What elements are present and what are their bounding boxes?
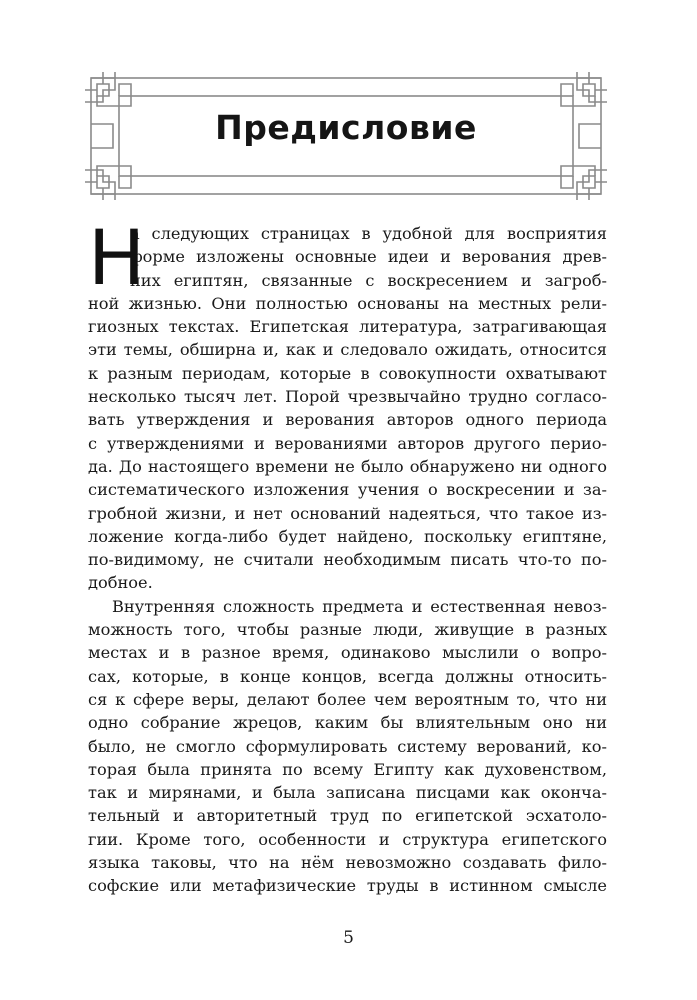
text-line: эти темы, обширна и, как и следовало ожидать, относится <box>88 340 607 360</box>
text-line: сах, которые, в конце концов, всегда должны относить- <box>88 666 607 686</box>
body-text <box>88 213 607 898</box>
text-line: а следующих страницах в удобной для восприятия <box>130 224 607 243</box>
text-line: софские или метафизические труды в истинном смысле <box>88 876 607 896</box>
chapter-title: Предисловие <box>215 108 477 147</box>
text-line: ложение когда-либо будет найдено, поскольку египтяне, <box>88 526 607 546</box>
text-line: форме изложены основные идеи и верования древ- <box>130 247 607 267</box>
text-line: с утверждениями и верованиями авторов другого перио- <box>88 433 607 453</box>
text-line: гии. Кроме того, особенности и структура египетского <box>88 829 607 849</box>
text-line: Внутренняя сложность предмета и естественная невоз- <box>112 596 607 616</box>
text-line: по-видимому, не считали необходимым писать что-то по- <box>88 550 607 570</box>
chapter-header-frame <box>85 72 607 200</box>
text-line: языка таковы, что на нём невозможно создавать фило- <box>88 853 607 873</box>
page-number: 5 <box>343 928 354 948</box>
text-line: несколько тысяч лет. Порой чрезвычайно трудно согласо- <box>88 387 607 407</box>
text-line: ся к сфере веры, делают более чем вероятным то, что ни <box>88 689 607 709</box>
text-line: систематического изложения учения о воскресении и за- <box>88 480 607 500</box>
text-line: вать утверждения и верования авторов одного периода <box>88 410 607 430</box>
text-line: так и мирянами, и была записана писцами как оконча- <box>88 783 607 803</box>
text-line: можность того, чтобы разные люди, живущие в разных <box>88 620 607 640</box>
text-line: местах и в разное время, одинаково мыслили о вопро- <box>88 643 607 663</box>
text-line: одно собрание жрецов, каким бы влиятельным оно ни <box>88 713 607 733</box>
text-line: них египтян, связанные с воскресением и загроб- <box>130 270 607 290</box>
text-line: добное. <box>88 573 153 593</box>
text-line: гробной жизни, и нет оснований надеяться, что такое из- <box>88 503 607 523</box>
text-line: ной жизнью. Они полностью основаны на местных рели- <box>88 293 607 313</box>
text-line: к разным периодам, которые в совокупности охватывают <box>88 363 607 383</box>
text-line: да. До настоящего времени не было обнаружено ни одного <box>88 456 607 476</box>
text-line: торая была принята по всему Египту как духовенством, <box>88 759 607 779</box>
text-line: было, не смогло сформулировать систему верований, ко- <box>88 736 607 756</box>
text-line: гиозных текстах. Египетская литература, затрагивающая <box>88 317 607 337</box>
drop-cap: Н <box>88 213 146 302</box>
text-line: тельный и авторитетный труд по египетской эсхатоло- <box>88 806 607 826</box>
